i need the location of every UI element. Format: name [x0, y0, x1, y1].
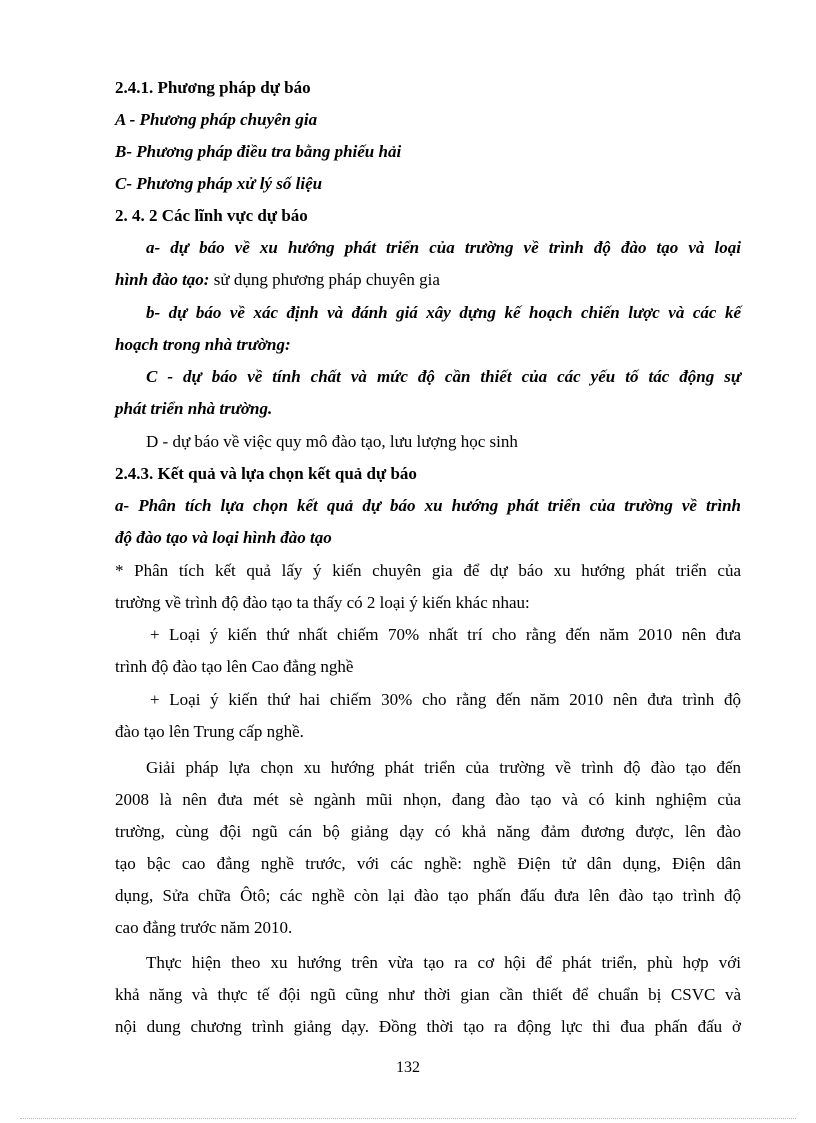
analysis-line2: trường về trình độ đào tạo ta thấy có 2 loại ý kiến khác nhau:: [115, 593, 530, 612]
method-a: A - Phương pháp chuyên gia: [115, 110, 318, 129]
opinion-1-line2: trình độ đào tạo lên Cao đẳng nghề: [115, 657, 354, 676]
solution-line1: Giải pháp lựa chọn xu hướng phát triển của trường về trình độ đào tạo đến: [146, 758, 741, 777]
field-a-line2: [115, 269, 741, 291]
implementation-line2: khả năng và thực tế đội ngũ cũng như thời gian cần thiết để chuẩn bị CSVC và: [115, 985, 741, 1004]
method-b: B- Phương pháp điều tra bằng phiếu hải: [115, 142, 402, 161]
analysis-line1: * Phân tích kết quả lấy ý kiến chuyên gia để dự báo xu hướng phát triển của: [115, 561, 741, 580]
solution-line5: dụng, Sửa chữa Ôtô; các nghề còn lại đào tạo phấn đấu đưa lên đào tạo trình độ: [115, 886, 741, 905]
field-a-label: hình đào tạo:: [115, 270, 210, 289]
field-b-line2: hoạch trong nhà trường:: [115, 335, 291, 354]
implementation-line1: Thực hiện theo xu hướng trên vừa tạo ra cơ hội để phát triển, phù hợp với: [146, 953, 741, 972]
implementation-line3: nội dung chương trình giảng dạy. Đồng thời tạo ra động lực thi đua phấn đấu ở: [115, 1017, 741, 1036]
field-c-line1: C - dự báo về tính chất và mức độ cần thiết của các yếu tố tác động sự: [146, 367, 741, 386]
section-heading-2-4-2: 2. 4. 2 Các lĩnh vực dự báo: [115, 206, 308, 225]
page-bottom-divider: [20, 1118, 796, 1119]
opinion-2-line2: đào tạo lên Trung cấp nghề.: [115, 722, 304, 741]
subsection-a-line2: độ đào tạo và loại hình đào tạo: [115, 528, 332, 547]
section-heading-2-4-1: 2.4.1. Phương pháp dự báo: [115, 78, 311, 97]
solution-line2: 2008 là nên đưa mét sè ngành mũi nhọn, đang đào tạo và có kinh nghiệm của: [115, 790, 741, 809]
field-d: D - dự báo về việc quy mô đào tạo, lưu lượng học sinh: [146, 432, 518, 451]
opinion-2-line1: + Loại ý kiến thứ hai chiếm 30% cho rằng đến năm 2010 nên đưa trình độ: [150, 690, 741, 709]
method-c: C- Phương pháp xử lý số liệu: [115, 174, 323, 193]
field-a-line1: a- dự báo về xu hướng phát triển của trường về trình độ đào tạo và loại: [146, 238, 741, 257]
solution-line3: trường, cùng đội ngũ cán bộ giảng dạy có khả năng đảm đương được, lên đào: [115, 822, 741, 841]
field-a-method: sử dụng phương pháp chuyên gia: [209, 270, 440, 289]
page-number: 132: [396, 1059, 420, 1076]
section-heading-2-4-3: 2.4.3. Kết quả và lựa chọn kết quả dự báo: [115, 464, 417, 483]
solution-line6: cao đẳng trước năm 2010.: [115, 918, 293, 937]
subsection-a-line1: a- Phân tích lựa chọn kết quả dự báo xu hướng phát triển của trường về trình: [115, 496, 741, 515]
field-c-line2: phát triển nhà trường.: [115, 399, 273, 418]
opinion-1-line1: + Loại ý kiến thứ nhất chiếm 70% nhất trí cho rằng đến năm 2010 nên đưa: [150, 625, 741, 644]
solution-line4: tạo bậc cao đẳng nghề trước, với các nghề: nghề Điện tử dân dụng, Điện dân: [115, 854, 741, 873]
field-b-line1: b- dự báo về xác định và đánh giá xây dựng kế hoạch chiến lược và các kế: [146, 303, 741, 322]
